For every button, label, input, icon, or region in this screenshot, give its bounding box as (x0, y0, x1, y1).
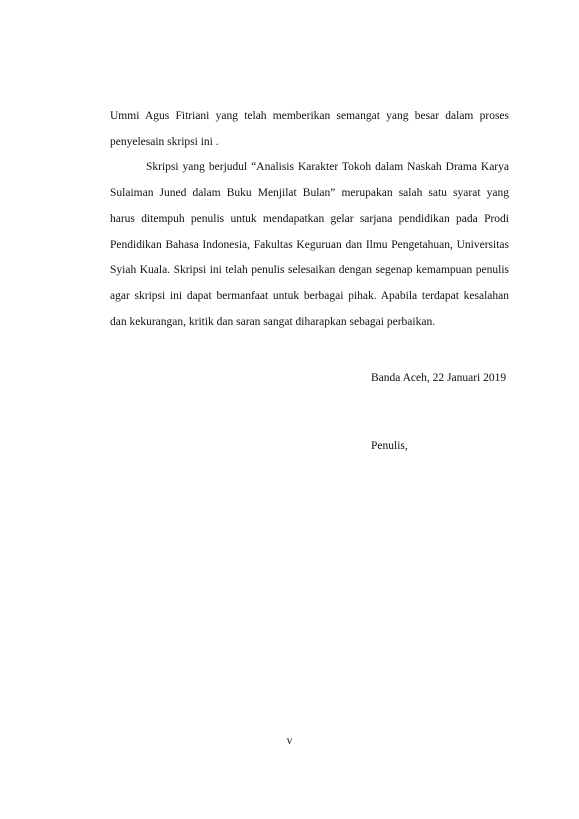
page-number: v (286, 735, 293, 747)
text-line: Pendidikan Bahasa Indonesia, Fakultas Keguruan dan Ilmu Pengetahuan, Universitas (110, 238, 509, 251)
paragraph-acknowledgement-end (110, 104, 509, 155)
text-line: penyelesain skripsi ini . (110, 135, 219, 148)
text-line: Ummi Agus Fitriani yang telah memberikan semangat yang besar dalam proses (110, 110, 509, 122)
text-line: dan kekurangan, kritik dan saran sangat diharapkan sebagai perbaikan. (110, 315, 436, 328)
text-line: Syiah Kuala. Skripsi ini telah penulis selesaikan dengan segenap kemampuan penulis (110, 264, 509, 277)
signature-place-date: Banda Aceh, 22 Januari 2019 (371, 372, 507, 384)
text-line: agar skripsi ini dapat bermanfaat untuk berbagai pihak. Apabila terdapat kesalahan (110, 289, 509, 302)
text-line: Skripsi yang berjudul “Analisis Karakter Tokoh dalam Naskah Drama Karya (146, 161, 509, 174)
text-line: Sulaiman Juned dalam Buku Menjilat Bulan” merupakan salah satu syarat yang (110, 187, 509, 200)
body-text (110, 104, 509, 335)
paragraph-thesis-description (110, 155, 509, 335)
signature-role: Penulis, (371, 440, 408, 452)
text-line: harus ditempuh penulis untuk mendapatkan gelar sarjana pendidikan pada Prodi (110, 212, 509, 225)
